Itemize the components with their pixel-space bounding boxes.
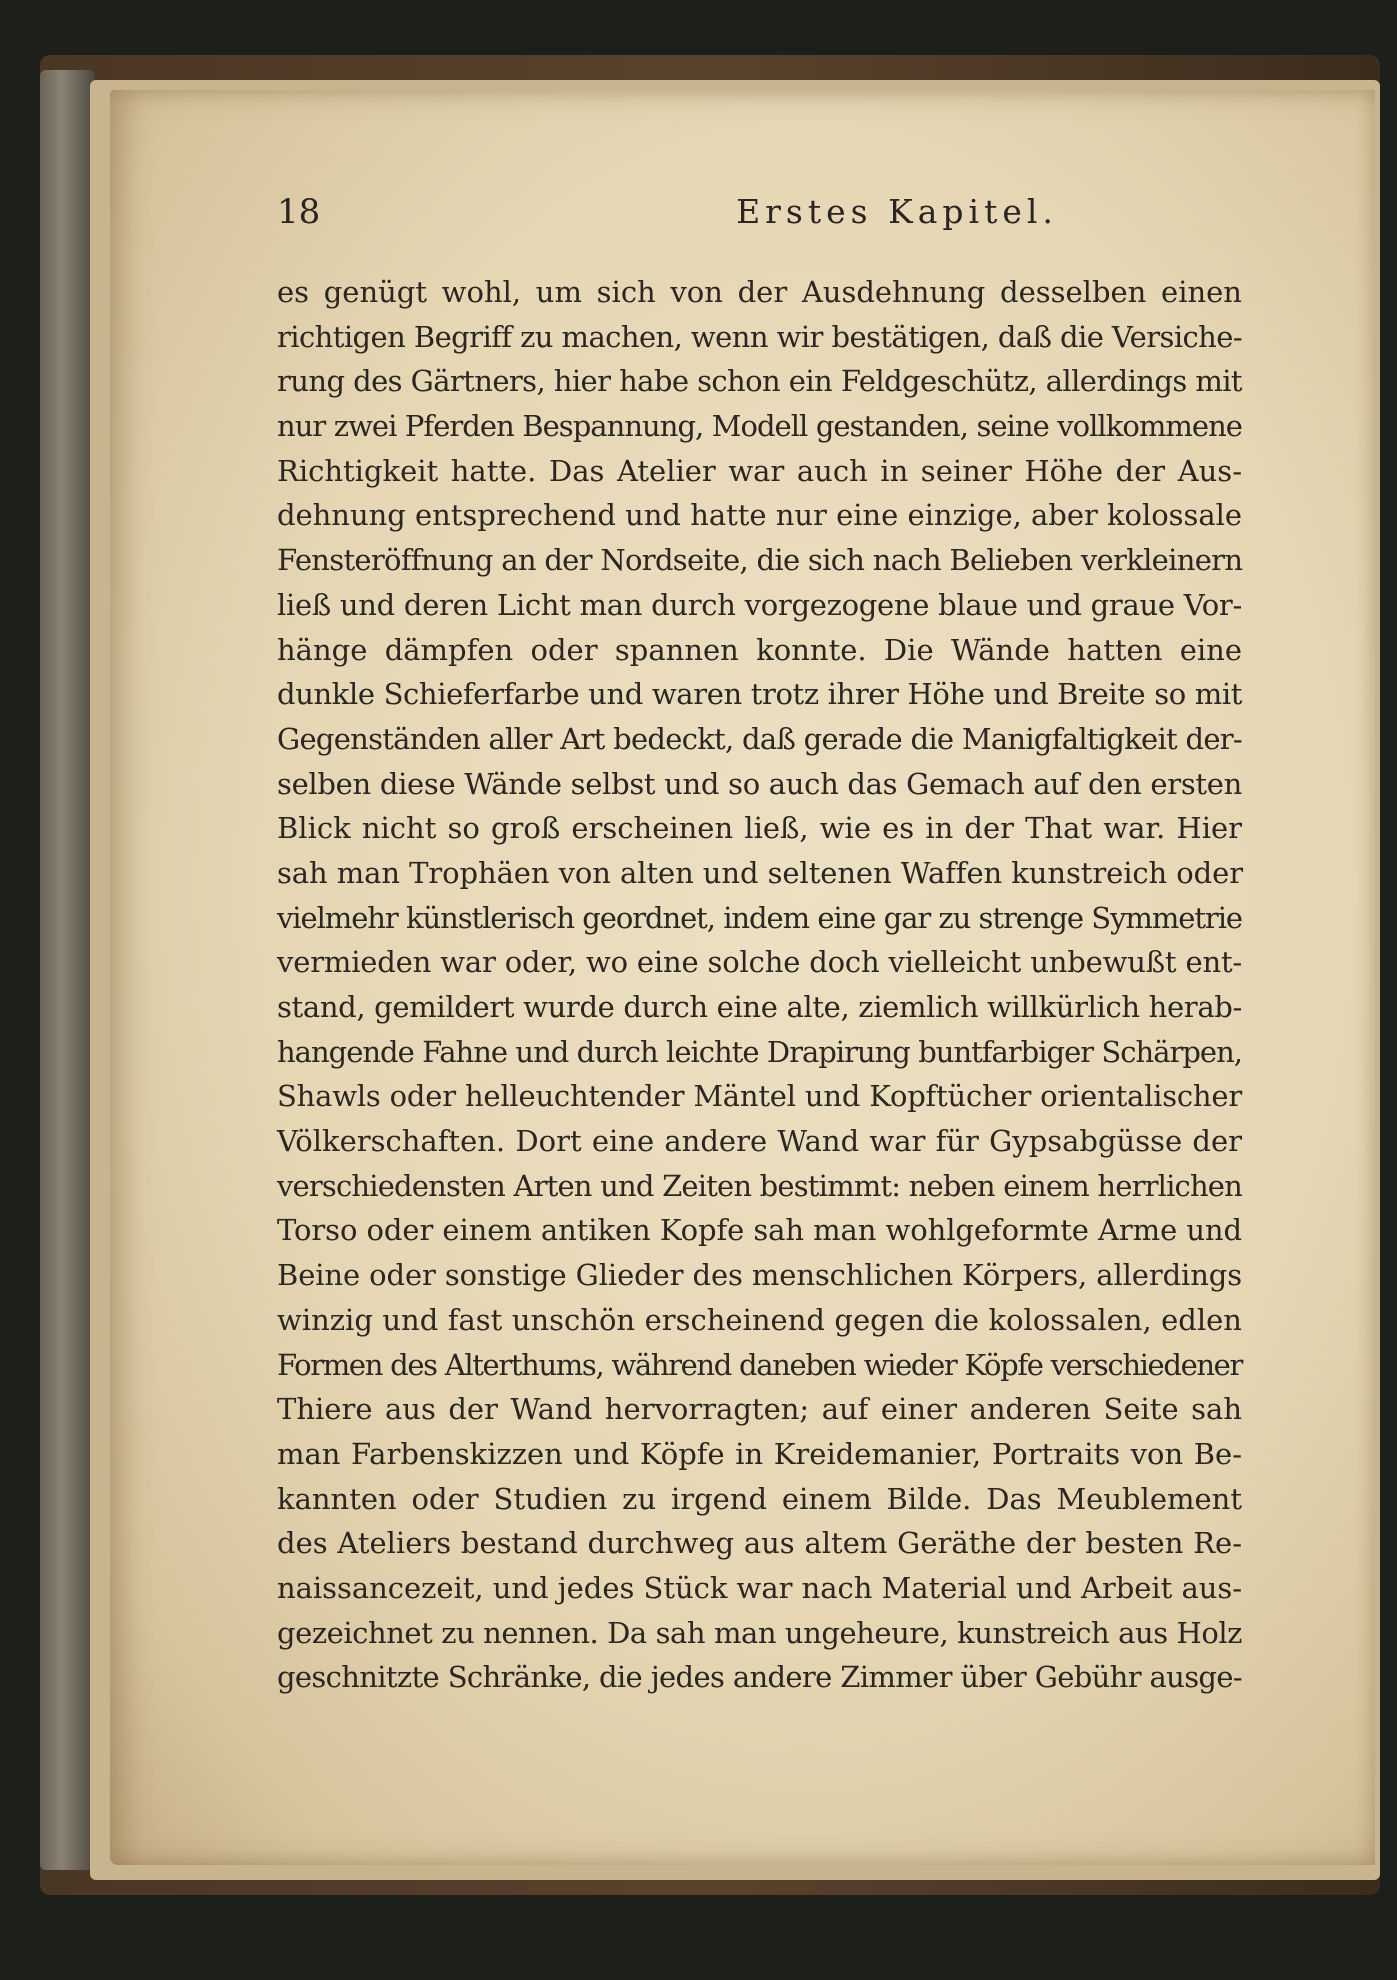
text-line: ließ und deren Licht man durch vorgezogene blaue und graue Vor- <box>277 587 1242 622</box>
text-line: des Ateliers bestand durchweg aus altem Geräthe der besten Re- <box>277 1526 1242 1561</box>
text-line: richtigen Begriff zu machen, wenn wir bestätigen, daß die Versiche- <box>277 319 1243 354</box>
text-line: selben diese Wände selbst und so auch das Gemach auf den ersten <box>277 766 1242 801</box>
text-line: Gegenständen aller Art bedeckt, daß gerade die Manigfaltigkeit der- <box>277 721 1242 756</box>
text-line: hangende Fahne und durch leichte Drapirung buntfarbiger Schärpen, <box>277 1034 1242 1069</box>
text-line: Beine oder sonstige Glieder des menschlichen Körpers, allerdings <box>277 1258 1242 1293</box>
text-line: geschnitzte Schränke, die jedes andere Zimmer über Gebühr ausge- <box>277 1660 1242 1695</box>
text-line: sah man Trophäen von alten und seltenen Waffen kunstreich oder <box>277 855 1243 890</box>
text-line: nur zwei Pferden Bespannung, Modell gestanden, seine vollkommene <box>277 409 1242 444</box>
body-text <box>277 270 1242 1700</box>
running-head <box>277 192 1252 236</box>
text-line: Blick nicht so groß erscheinen ließ, wie es in der That war. Hier <box>277 811 1242 846</box>
text-line: vermieden war oder, wo eine solche doch vielleicht unbewußt ent- <box>277 945 1243 980</box>
text-line: vielmehr künstlerisch geordnet, indem eine gar zu strenge Symmetrie <box>277 900 1242 935</box>
text-line: Formen des Alterthums, während daneben wieder Köpfe verschiedener <box>277 1347 1242 1382</box>
text-line: rung des Gärtners, hier habe schon ein Feldgeschütz, allerdings mit <box>277 364 1242 399</box>
text-line: kannten oder Studien zu irgend einem Bilde. Das Meublement <box>277 1481 1242 1516</box>
text-line: Shawls oder helleuchtender Mäntel und Kopftücher orientalischer <box>277 1079 1242 1114</box>
text-line: Richtigkeit hatte. Das Atelier war auch in seiner Höhe der Aus- <box>277 453 1242 488</box>
text-line: verschiedensten Arten und Zeiten bestimmt: neben einem herrlichen <box>277 1168 1242 1203</box>
text-line: Völkerschaften. Dort eine andere Wand war für Gypsabgüsse der <box>277 1124 1242 1159</box>
text-line: dunkle Schieferfarbe und waren trotz ihrer Höhe und Breite so mit <box>277 677 1242 712</box>
text-line: dehnung entsprechend und hatte nur eine einzige, aber kolossale <box>277 498 1242 533</box>
text-line: es genügt wohl, um sich von der Ausdehnung desselben einen <box>277 275 1242 309</box>
text-line: Thiere aus der Wand hervorragten; auf einer anderen Seite sah <box>277 1392 1242 1427</box>
text-line: naissancezeit, und jedes Stück war nach Material und Arbeit aus- <box>277 1570 1242 1605</box>
text-line: stand, gemildert wurde durch eine alte, ziemlich willkürlich herab- <box>277 990 1242 1024</box>
book-spine <box>40 70 95 1870</box>
text-line: Torso oder einem antiken Kopfe sah man wohlgeformte Arme und <box>277 1213 1242 1248</box>
page-number: 18 <box>277 192 321 232</box>
text-line: hänge dämpfen oder spannen konnte. Die Wände hatten eine <box>277 632 1242 667</box>
text-line: winzig und fast unschön erscheinend gegen die kolossalen, edlen <box>277 1302 1242 1337</box>
chapter-title: Erstes Kapitel. <box>736 192 1058 231</box>
text-line: gezeichnet zu nennen. Da sah man ungeheure, kunstreich aus Holz <box>277 1615 1242 1650</box>
text-line: man Farbenskizzen und Köpfe in Kreidemanier, Portraits von Be- <box>277 1436 1242 1471</box>
text-line: Fensteröffnung an der Nordseite, die sich nach Belieben verkleinern <box>277 543 1243 578</box>
